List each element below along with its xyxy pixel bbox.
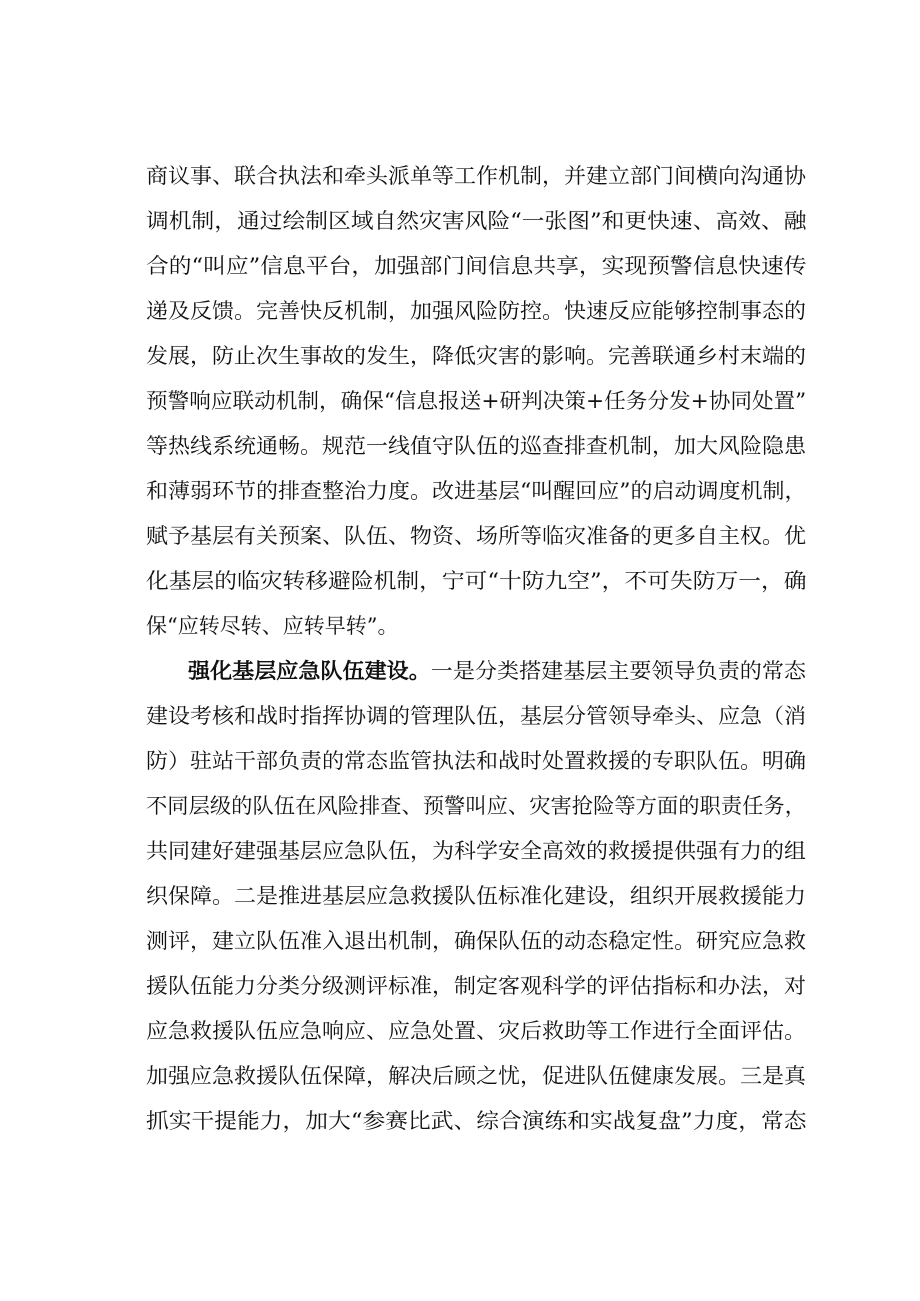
paragraph-2-line: 防）驻站干部负责的常态监管执法和战时处置救援的专职队伍。明确 xyxy=(146,749,806,773)
paragraph-1-line: 调机制，通过绘制区域自然灾害风险“一张图”和更快速、高效、融 xyxy=(146,209,807,233)
paragraph-2-line: 援队伍能力分类分级测评标准，制定客观科学的评估指标和办法，对 xyxy=(146,974,806,998)
paragraph-2-line: 建设考核和战时指挥协调的管理队伍，基层分管领导牵头、应急（消 xyxy=(146,704,806,728)
paragraph-2-first-line xyxy=(188,656,806,686)
paragraph-1-line: 和薄弱环节的排查整治力度。改进基层“叫醒回应”的启动调度机制， xyxy=(146,479,807,503)
paragraph-1-line: 商议事、联合执法和牵头派单等工作机制，并建立部门间横向沟通协 xyxy=(146,164,806,188)
paragraph-2-line: 加强应急救援队伍保障，解决后顾之忧，促进队伍健康发展。三是真 xyxy=(146,1064,806,1088)
paragraph-2-line: 织保障。二是推进基层应急救援队伍标准化建设，组织开展救援能力 xyxy=(146,884,806,908)
paragraph-2-line: 测评，建立队伍准入退出机制，确保队伍的动态稳定性。研究应急救 xyxy=(146,929,806,953)
paragraph-2-line: 不同层级的队伍在风险排查、预警叫应、灾害抢险等方面的职责任务， xyxy=(146,794,806,818)
paragraph-1-line: 化基层的临灾转移避险机制，宁可“十防九空”，不可失防万一，确 xyxy=(146,569,807,593)
paragraph-1-line: 发展，防止次生事故的发生，降低灾害的影响。完善联通乡村末端的 xyxy=(146,344,806,368)
paragraph-1-line: 等热线系统通畅。规范一线值守队伍的巡查排查机制，加大风险隐患 xyxy=(146,434,806,458)
paragraph-1-line: 赋予基层有关预案、队伍、物资、场所等临灾准备的更多自主权。优 xyxy=(146,524,806,548)
paragraph-2-line: 共同建好建强基层应急队伍，为科学安全高效的救援提供强有力的组 xyxy=(146,839,806,863)
paragraph-2-line: 抓实干提能力，加大“参赛比武、综合演练和实战复盘”力度，常态 xyxy=(146,1109,807,1133)
paragraph-1-line: 合的“叫应”信息平台，加强部门间信息共享，实现预警信息快速传 xyxy=(146,254,807,278)
paragraph-2-line: 应急救援队伍应急响应、应急处置、灾后救助等工作进行全面评估。 xyxy=(146,1019,806,1043)
paragraph-1-line: 保“应转尽转、应转早转”。 xyxy=(146,614,399,638)
paragraph-1-line: 递及反馈。完善快反机制，加强风险防控。快速反应能够控制事态的 xyxy=(146,299,806,323)
paragraph-2-first-line-text: 一是分类搭建基层主要领导负责的常态 xyxy=(430,659,806,683)
section-heading: 强化基层应急队伍建设。 xyxy=(188,659,431,683)
paragraph-1-line: 预警响应联动机制，确保“信息报送+研判决策+任务分发+协同处置” xyxy=(146,389,807,413)
